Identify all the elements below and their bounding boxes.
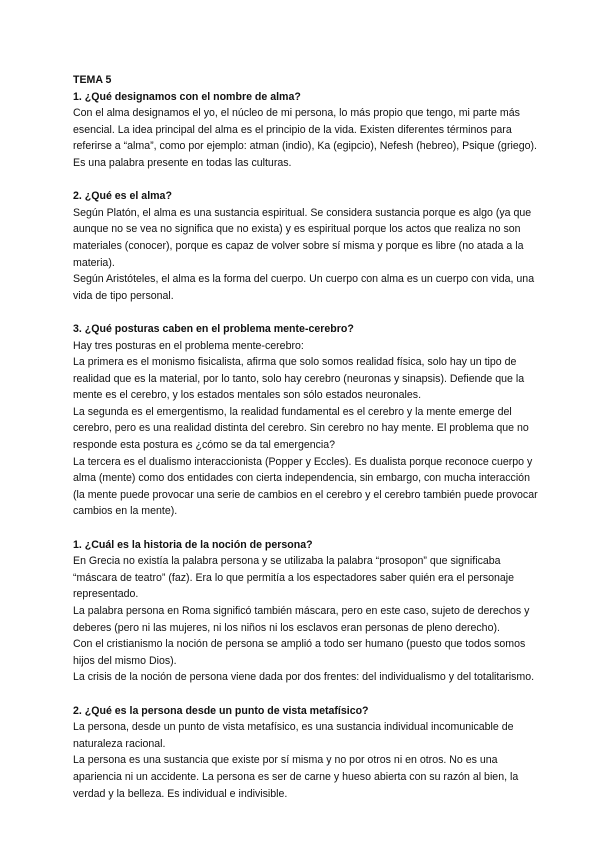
- paragraph: La persona es una sustancia que existe por sí misma y no por otros ni en otros. No es una apariencia ni un accidente. La persona es ser de carne y hueso abierta con su razón al bien, la verdad y la belleza. Es individual e indivisible.: [73, 754, 519, 800]
- paragraph: Hay tres posturas en el problema mente-cerebro:: [73, 339, 304, 352]
- section-metaphysical-person: [73, 703, 541, 803]
- section-mind-brain-problem: [73, 321, 541, 520]
- paragraph: La primera es el monismo fisicalista, afirma que solo somos realidad física, solo hay un tipo de realidad que es la material, por lo tanto, solo hay cerebro (neuronas y sinapsis). Defiende que la mente es el cerebro, y los estados mentales son sólo estados neuronales.: [73, 356, 525, 402]
- paragraph: La persona, desde un punto de vista metafísico, es una sustancia individual incomunicable de naturaleza racional.: [73, 721, 514, 750]
- section-what-is-soul: [73, 188, 541, 304]
- paragraph: Con el cristianismo la noción de persona se amplió a todo ser humano (puesto que todos somos hijos del mismo Dios).: [73, 638, 526, 667]
- section-what-is-called-soul: [73, 89, 541, 172]
- section-heading: 2. ¿Qué es la persona desde un punto de vista metafísico?: [73, 704, 369, 717]
- section-heading: 3. ¿Qué posturas caben en el problema mente-cerebro?: [73, 322, 354, 335]
- document-title: TEMA 5: [73, 74, 112, 86]
- paragraph: Según Platón, el alma es una sustancia espiritual. Se considera sustancia porque es algo (ya que aunque no se vea no significa que no exista) y es espiritual porque los actos que realiza no son materiales (conocer), porque es capaz de volver sobre sí misma y porque es libre (no atada a la materia).: [73, 206, 532, 269]
- section-heading: 2. ¿Qué es el alma?: [73, 190, 172, 203]
- section-history-of-person: [73, 537, 541, 686]
- document-body: [73, 72, 541, 819]
- paragraph: La crisis de la noción de persona viene dada por dos frentes: del individualismo y del totalitarismo.: [73, 671, 535, 684]
- paragraph: En Grecia no existía la palabra persona y se utilizaba la palabra “prosopon” que significaba “máscara de teatro” (faz). Era lo que permitía a los espectadores saber quién era el personaje representado.: [73, 555, 515, 601]
- paragraph: Con el alma designamos el yo, el núcleo de mi persona, lo más propio que tengo, mi parte más esencial. La idea principal del alma es el principio de la vida. Existen diferentes términos para referirse a “alma”, como por ejemplo: atman (indio), Ka (egipcio), Nefesh (hebreo), Psique (griego). Es una palabra presente en todas las culturas.: [73, 107, 537, 169]
- section-heading: 1. ¿Qué designamos con el nombre de alma?: [73, 90, 301, 103]
- paragraph: Según Aristóteles, el alma es la forma del cuerpo. Un cuerpo con alma es un cuerpo con vida, una vida de tipo personal.: [73, 273, 535, 302]
- paragraph: La tercera es el dualismo interaccionista (Popper y Eccles). Es dualista porque reconoce cuerpo y alma (mente) como dos entidades con cierta independencia, sin embargo, con mucha interacción (la mente puede provocar una serie de cambios en el cerebro y el cerebro también puede provocar cambios en la mente).: [73, 455, 538, 518]
- section-heading: 1. ¿Cuál es la historia de la noción de persona?: [73, 538, 313, 551]
- paragraph: La segunda es el emergentismo, la realidad fundamental es el cerebro y la mente emerge del cerebro, pero es una realidad distinta del cerebro. Sin cerebro no hay mente. El problema que no responde esta postura es ¿cómo se da tal emergencia?: [73, 405, 529, 452]
- paragraph: La palabra persona en Roma significó también máscara, pero en este caso, sujeto de derechos y deberes (pero ni las mujeres, ni los niños ni los esclavos eran personas de pleno derecho).: [73, 605, 530, 634]
